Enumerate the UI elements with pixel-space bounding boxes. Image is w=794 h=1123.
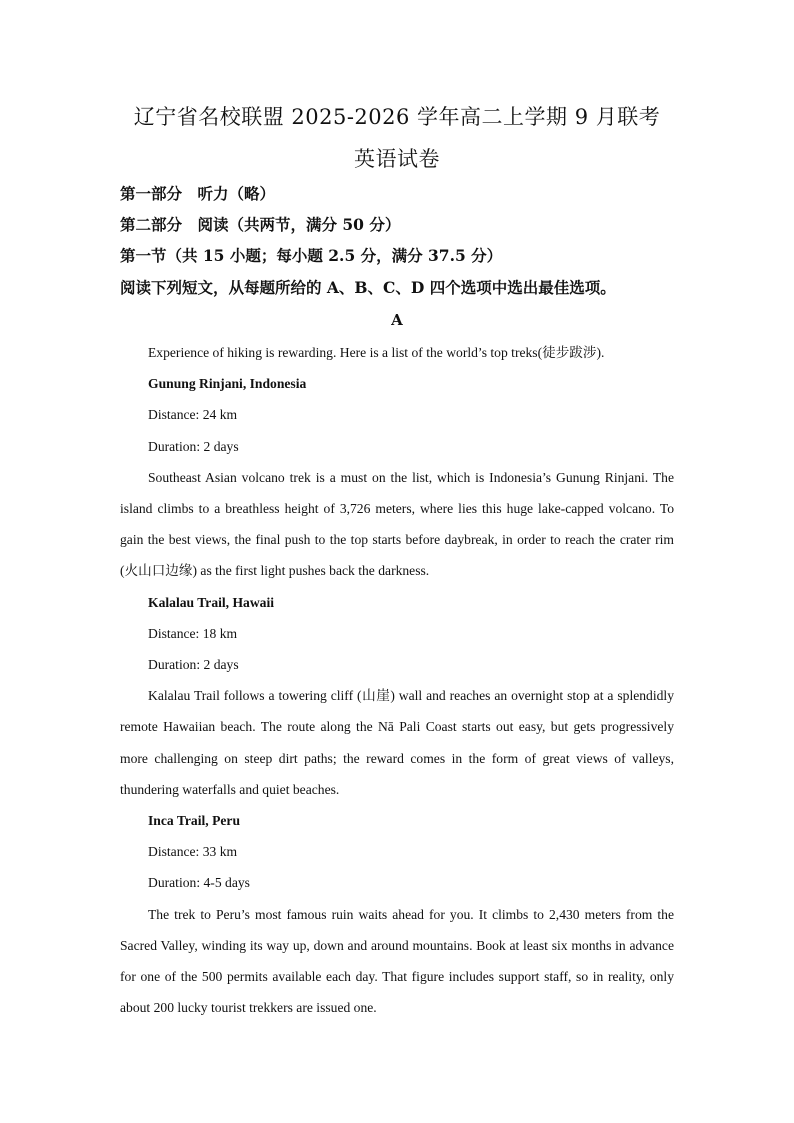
part-one-heading: 第一部分 听力（略） xyxy=(120,184,276,203)
reading-instruction: 阅读下列短文，从每题所给的 A、B、C、D 四个选项中选出最佳选项。 xyxy=(120,278,616,297)
trek-name: Inca Trail, Peru xyxy=(148,813,241,829)
trek-duration: Duration: 4-5 days xyxy=(148,875,250,891)
passage-intro: Experience of hiking is rewarding. Here is a list of the world’s top treks(徒步跋涉). xyxy=(148,345,605,360)
passage-letter: A xyxy=(391,311,403,329)
trek-distance: Distance: 24 km xyxy=(148,407,238,423)
exam-title: 辽宁省名校联盟 2025-2026 学年高二上学期 9 月联考 xyxy=(133,105,661,129)
trek-distance: Distance: 18 km xyxy=(148,625,238,641)
trek-name: Kalalau Trail, Hawaii xyxy=(148,594,275,610)
part-two-heading: 第二部分 阅读（共两节，满分 50 分） xyxy=(120,215,401,234)
trek-duration: Duration: 2 days xyxy=(148,657,239,673)
passage-body xyxy=(120,337,674,1023)
section-one-heading: 第一节（共 15 小题；每小题 2.5 分，满分 37.5 分） xyxy=(120,246,503,265)
trek-name: Gunung Rinjani, Indonesia xyxy=(148,376,307,392)
trek-distance: Distance: 33 km xyxy=(148,844,238,860)
trek-duration: Duration: 2 days xyxy=(148,438,239,454)
trek-description: The trek to Peru’s most famous ruin waits ahead for you. It climbs to 2,430 meters from the Sacred Valley, winding its way up, down and around mountains. Book at least six months in advance for one of the 500 permits available each day. That figure includes support staff, so in reality, only about 200 lucky tourist trekkers are issued one. xyxy=(120,906,674,1016)
trek-description: Southeast Asian volcano trek is a must on the list, which is Indonesia’s Gunung Rinjani. The island climbs to a breathless height of 3,726 meters, where lies this huge lake-capped volcano. To gain the best views, the final push to the top starts before daybreak, in order to reach the crater rim (火山口边缘) as the first light pushes back the darkness. xyxy=(120,469,674,579)
trek-description: Kalalau Trail follows a towering cliff (山崖) wall and reaches an overnight stop at a splendidly remote Hawaiian beach. The route along the Nā Pali Coast starts out easy, but gets progressively more challenging on steep dirt paths; the reward comes in the form of great views of valleys, thundering waterfalls and quiet beaches. xyxy=(120,688,674,797)
exam-subtitle: 英语试卷 xyxy=(354,147,440,171)
